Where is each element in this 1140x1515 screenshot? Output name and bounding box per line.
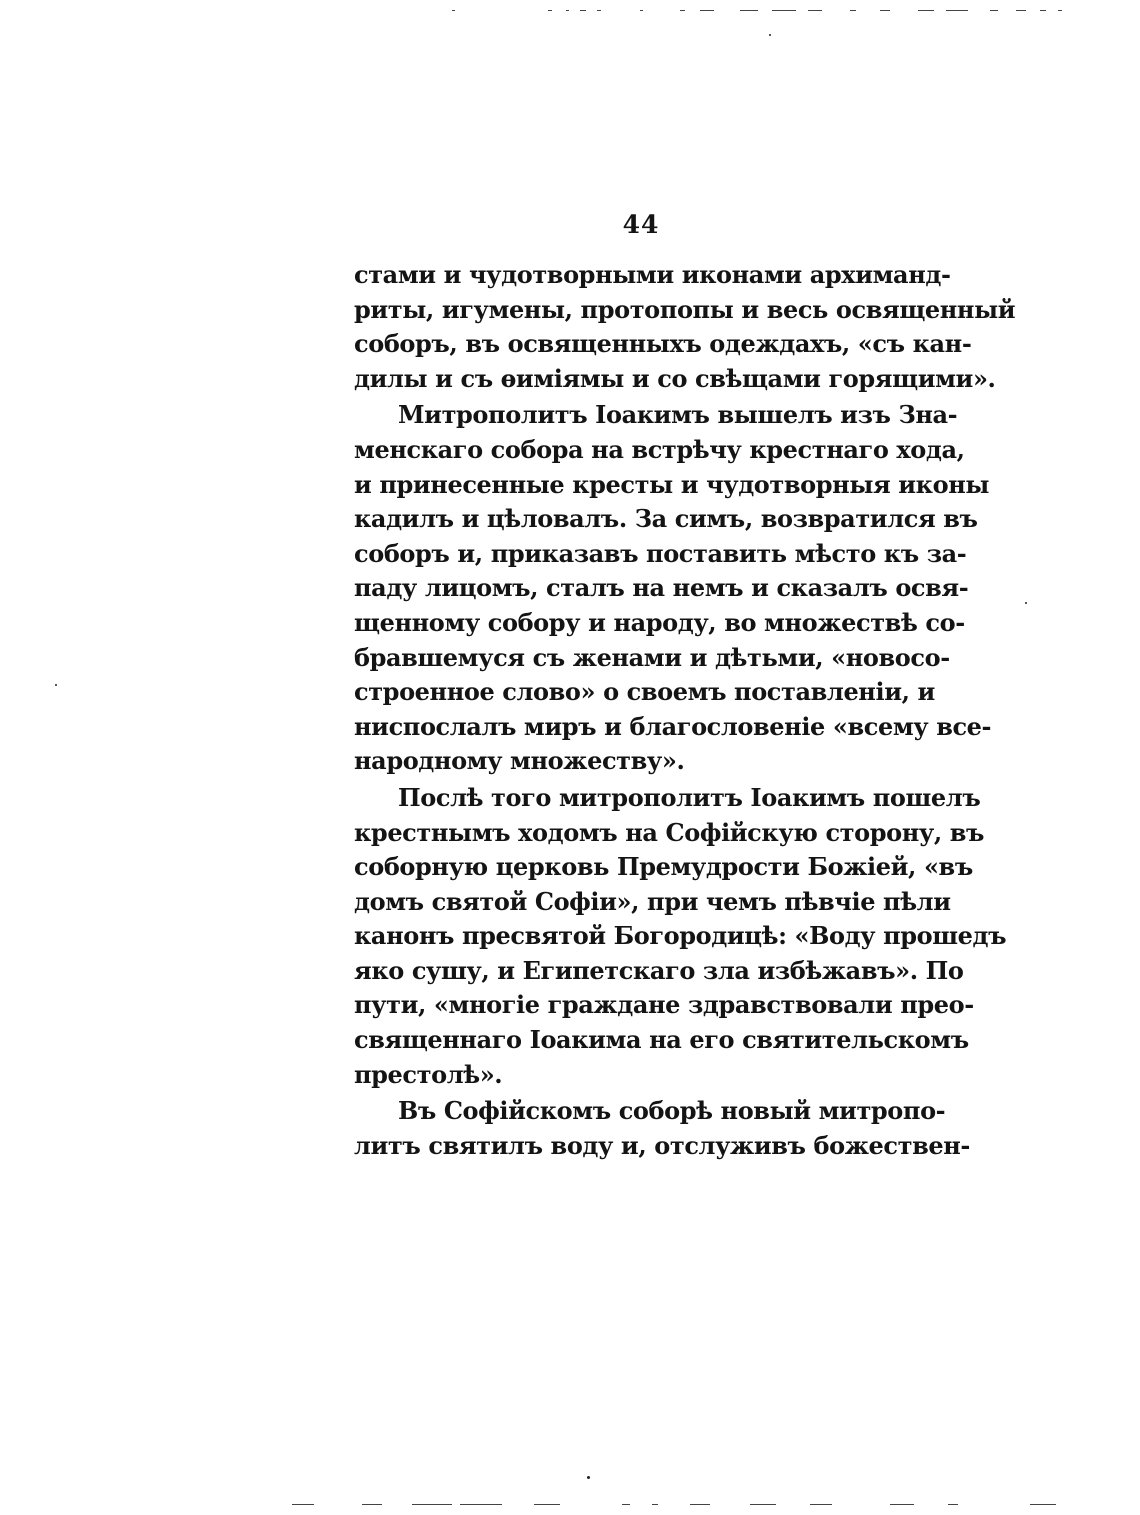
text-line: кадилъ и цѣловалъ. За симъ, возвратился въ (354, 504, 978, 534)
text-line: стами и чудотворными иконами архиманд- (354, 260, 951, 289)
text-line: Въ Софійскомъ соборѣ новый митропо- (398, 1096, 946, 1126)
text-line: бравшемуся съ женами и дѣтьми, «новосо- (354, 642, 950, 672)
text-line: престолѣ». (354, 1059, 503, 1089)
text-line: домъ святой Софіи», при чемъ пѣвчіе пѣли (354, 886, 951, 916)
scan-speck (1025, 602, 1027, 604)
text-line: дилы и съ ѳиміямы и со свѣщами горящими». (354, 363, 996, 393)
text-line: соборъ и, приказавъ поставить мѣсто къ за- (354, 538, 967, 568)
text-line: пути, «многіе граждане здравствовали прео- (354, 990, 974, 1020)
scan-artifacts-top (0, 8, 1140, 14)
text-line: крестнымъ ходомъ на Софійскую сторону, въ (354, 817, 985, 847)
text-line: паду лицомъ, сталъ на немъ и сказалъ освя- (354, 573, 969, 603)
scan-speck (55, 684, 57, 686)
text-line: менскаго собора на встрѣчу крестнаго хода, (354, 434, 965, 464)
text-line: Послѣ того митрополитъ Іоакимъ пошелъ (398, 782, 981, 812)
text-line: ниспослалъ миръ и благословеніе «всему все- (354, 711, 992, 741)
text-line: риты, игумены, протопопы и весь освященный (354, 294, 1016, 324)
text-line: канонъ пресвятой Богородицѣ: «Воду прошедъ (354, 921, 1007, 951)
text-line: яко сушу, и Египетскаго зла избѣжавъ». По (354, 955, 964, 985)
scan-artifacts-bottom (0, 1502, 1140, 1508)
text-line: строенное слово» о своемъ поставленіи, и (354, 677, 935, 707)
page-number: 44 (622, 210, 660, 239)
body-text (354, 258, 1016, 1163)
text-line: соборъ, въ освященныхъ одеждахъ, «съ кан- (354, 329, 972, 359)
text-line: и принесенные кресты и чудотворныя иконы (354, 469, 990, 499)
text-line: соборную церковь Премудрости Божіей, «въ (354, 852, 973, 882)
text-line: Митрополитъ Іоакимъ вышелъ изъ Зна- (398, 400, 958, 430)
text-line: священнаго Іоакима на его святительскомъ (354, 1025, 969, 1055)
text-line: литъ святилъ воду и, отслуживъ божествен- (354, 1130, 970, 1160)
text-line: народному множеству». (354, 746, 685, 776)
scan-speck (769, 34, 771, 36)
scan-speck (587, 1476, 590, 1479)
text-line: щенному собору и народу, во множествѣ со- (354, 607, 965, 637)
